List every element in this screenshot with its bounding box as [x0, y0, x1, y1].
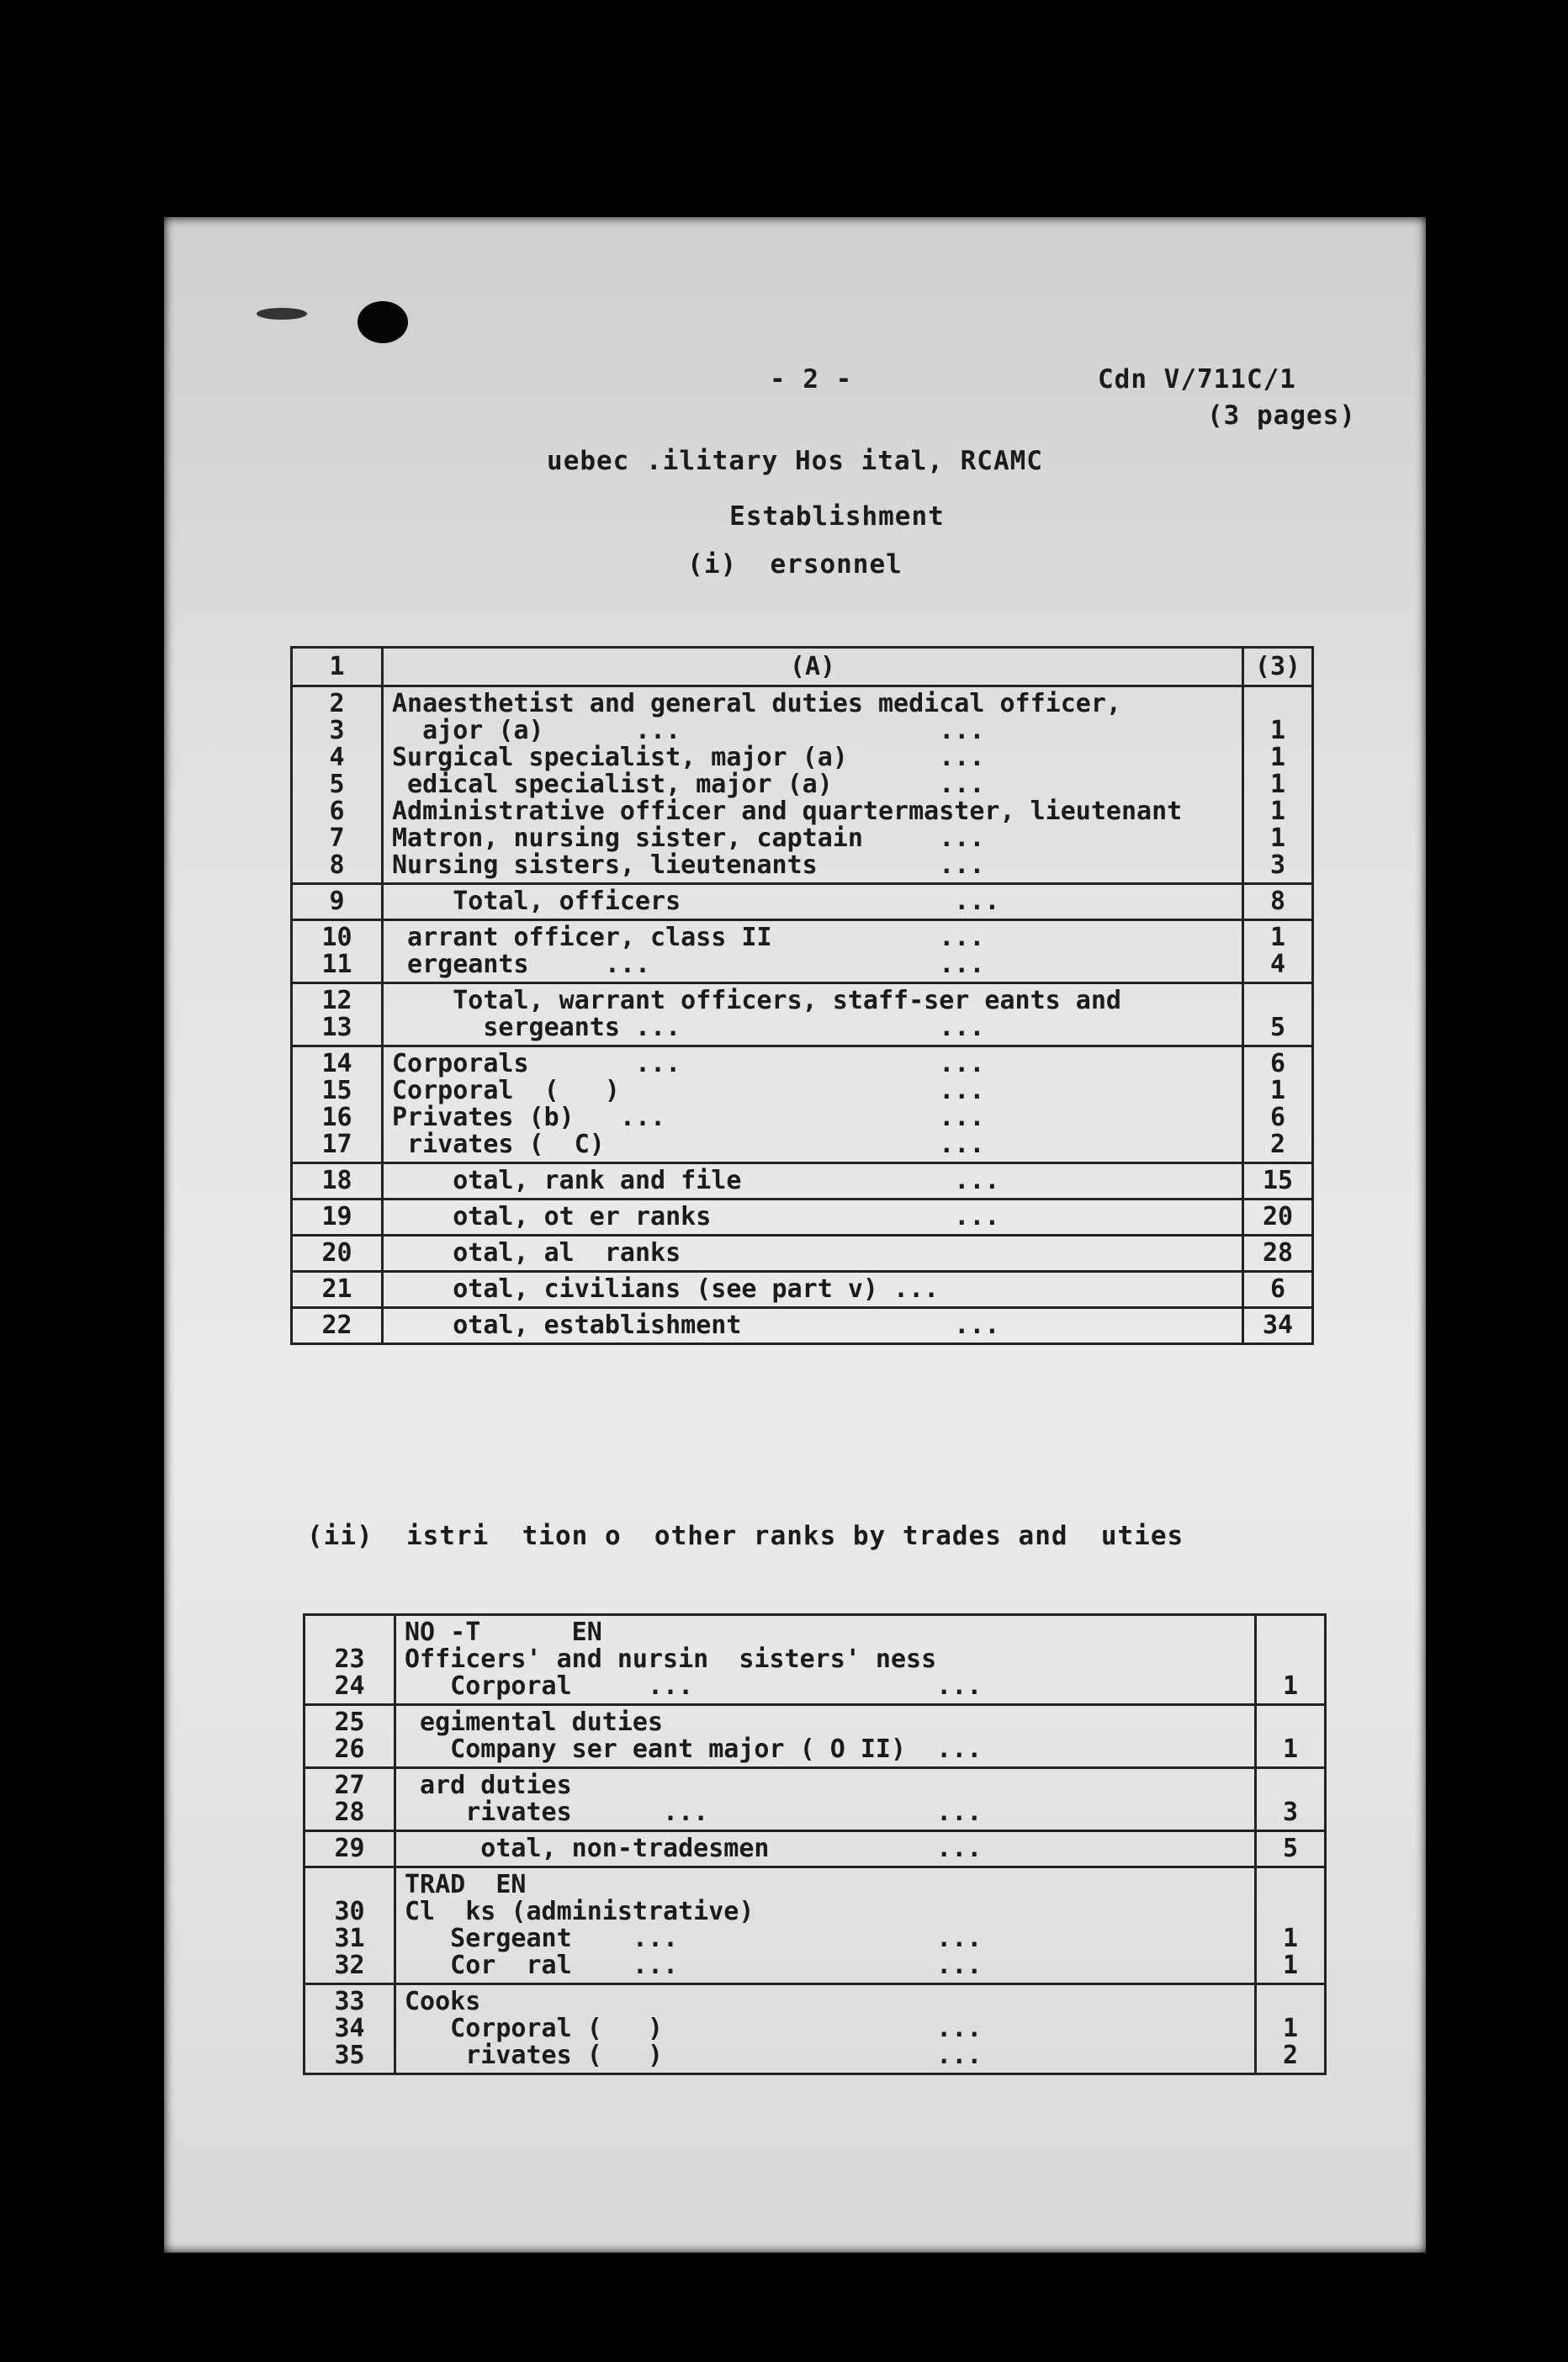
- line-number: 16: [321, 1103, 352, 1132]
- line-number: 26: [334, 1734, 365, 1764]
- line-number: 27: [334, 1771, 365, 1800]
- line-text: edical specialist, major (a) ...: [392, 770, 985, 799]
- row-numbers: [305, 1867, 395, 1984]
- row-values: [1243, 920, 1313, 983]
- line-text: Corporals ... ...: [392, 1049, 985, 1078]
- line-number: 33: [334, 1987, 365, 2016]
- row-description: [395, 1768, 1256, 1831]
- table-row: [292, 1200, 1313, 1236]
- line-text: otal, ot er ranks ...: [392, 1202, 1000, 1231]
- line-number: 25: [334, 1708, 365, 1737]
- line-text: rivates ... ...: [405, 1798, 983, 1827]
- line-number: 22: [321, 1311, 352, 1340]
- row-numbers: [292, 686, 383, 884]
- line-text: Matron, nursing sister, captain ...: [392, 824, 985, 853]
- row-values: [1243, 884, 1313, 920]
- row-numbers: [292, 1272, 383, 1308]
- row-values: [1243, 1200, 1313, 1236]
- line-number: [314, 1872, 385, 1899]
- line-value: [1265, 1772, 1316, 1799]
- document-page: [164, 217, 1426, 2253]
- line-number: 21: [321, 1274, 352, 1304]
- line-value: 2: [1269, 1130, 1286, 1159]
- row-numbers: [305, 1768, 395, 1831]
- header-col-b: (3): [1243, 648, 1313, 686]
- personnel-table: [290, 646, 1314, 1345]
- line-text: Corporal ( ) ...: [405, 2014, 983, 2043]
- line-text: Cor ral ... ...: [405, 1951, 983, 1980]
- line-value: 1: [1269, 824, 1286, 853]
- row-values: [1256, 1984, 1326, 2074]
- row-numbers: [292, 1200, 383, 1236]
- line-value: 1: [1269, 797, 1286, 826]
- line-text: Anaesthetist and general duties medical officer,: [392, 689, 1121, 718]
- table-row: [292, 1308, 1313, 1344]
- line-value: 5: [1269, 1013, 1286, 1042]
- line-value: 8: [1269, 887, 1286, 916]
- line-text: Corporal ( ) ...: [392, 1076, 985, 1105]
- line-text: otal, al ranks: [392, 1238, 681, 1268]
- line-number: 4: [329, 743, 345, 772]
- line-text: Total, warrant officers, staff-ser eants and: [392, 986, 1121, 1015]
- line-text: Corporal ... ...: [405, 1671, 983, 1701]
- line-number: 10: [321, 923, 352, 952]
- line-number: 14: [321, 1049, 352, 1078]
- line-number: 30: [334, 1897, 365, 1926]
- row-numbers: [305, 1831, 395, 1867]
- line-value: 1: [1269, 923, 1286, 952]
- line-text: Nursing sisters, lieutenants ...: [392, 850, 985, 880]
- line-value: 1: [1269, 1076, 1286, 1105]
- line-value: 1: [1269, 770, 1286, 799]
- line-text: otal, rank and file ...: [392, 1166, 1000, 1195]
- line-value: 1: [1269, 716, 1286, 745]
- row-values: [1243, 686, 1313, 884]
- line-number: 13: [321, 1013, 352, 1042]
- line-text: ergeants ... ...: [392, 950, 985, 979]
- line-number: 29: [334, 1834, 365, 1863]
- line-value: 15: [1262, 1166, 1294, 1195]
- line-number: 11: [321, 950, 352, 979]
- table-row: [292, 1272, 1313, 1308]
- document-title: uebec .ilitary Hos ital, RCAMC: [547, 446, 1043, 476]
- line-text: Cl ks (administrative): [405, 1897, 755, 1926]
- row-description: [383, 1272, 1243, 1308]
- line-number: 24: [334, 1671, 365, 1701]
- page-number: - 2 -: [770, 364, 853, 395]
- table-row: [305, 1768, 1326, 1831]
- line-text: rivates ( C) ...: [392, 1130, 985, 1159]
- table-row: [292, 1163, 1313, 1200]
- row-description: [383, 1046, 1243, 1163]
- line-number: 34: [334, 2014, 365, 2043]
- row-description: [383, 1236, 1243, 1272]
- line-value: 3: [1282, 1798, 1299, 1827]
- table-row: [292, 983, 1313, 1046]
- line-number: 23: [334, 1644, 365, 1674]
- row-description: [395, 1615, 1256, 1705]
- line-number: 32: [334, 1951, 365, 1980]
- line-text: otal, establishment ...: [392, 1311, 1000, 1340]
- table-row: [292, 686, 1313, 884]
- header-col-1: 1: [292, 648, 383, 686]
- line-text: arrant officer, class II ...: [392, 923, 985, 952]
- table-row: [305, 1705, 1326, 1768]
- reference-number: Cdn V/711C/1: [1098, 364, 1296, 395]
- row-values: [1243, 1163, 1313, 1200]
- row-values: [1243, 1272, 1313, 1308]
- row-values: [1256, 1831, 1326, 1867]
- row-values: [1243, 1236, 1313, 1272]
- line-text: Sergeant ... ...: [405, 1924, 983, 1953]
- line-number: 28: [334, 1798, 365, 1827]
- line-number: 31: [334, 1924, 365, 1953]
- line-text: sergeants ... ...: [392, 1013, 985, 1042]
- table-row: [292, 1236, 1313, 1272]
- row-description: [395, 1984, 1256, 2074]
- line-value: [1265, 1989, 1316, 2015]
- line-number: 2: [329, 689, 345, 718]
- row-values: [1243, 1046, 1313, 1163]
- row-description: [383, 686, 1243, 884]
- row-values: [1243, 1308, 1313, 1344]
- line-text: TRAD EN: [405, 1870, 527, 1899]
- row-numbers: [292, 1308, 383, 1344]
- line-value: 6: [1269, 1274, 1286, 1304]
- line-text: Surgical specialist, major (a) ...: [392, 743, 985, 772]
- line-value: 34: [1262, 1311, 1294, 1340]
- row-values: [1243, 983, 1313, 1046]
- row-description: [383, 983, 1243, 1046]
- row-description: [383, 920, 1243, 983]
- line-text: Officers' and nursin sisters' ness: [405, 1644, 937, 1674]
- row-numbers: [305, 1615, 395, 1705]
- line-text: ajor (a) ... ...: [392, 716, 985, 745]
- line-value: 1: [1269, 743, 1286, 772]
- row-description: [383, 1200, 1243, 1236]
- line-value: 6: [1269, 1103, 1286, 1132]
- line-number: 9: [329, 887, 345, 916]
- line-text: otal, civilians (see part v) ...: [392, 1274, 940, 1304]
- line-value: [1253, 988, 1303, 1014]
- line-text: Total, officers ...: [392, 887, 1000, 916]
- line-value: [1265, 1709, 1316, 1736]
- line-number: 19: [321, 1202, 352, 1231]
- table-row: [305, 1615, 1326, 1705]
- line-number: 18: [321, 1166, 352, 1195]
- row-numbers: [292, 1163, 383, 1200]
- ink-smudge: [257, 308, 307, 320]
- line-value: [1265, 1899, 1316, 1925]
- line-value: 1: [1282, 2014, 1299, 2043]
- row-values: [1256, 1615, 1326, 1705]
- table-row: [292, 920, 1313, 983]
- line-value: 1: [1282, 1734, 1299, 1764]
- line-number: 35: [334, 2041, 365, 2070]
- line-value: 1: [1282, 1671, 1299, 1701]
- line-value: 1: [1282, 1951, 1299, 1980]
- table-header-row: [292, 648, 1313, 686]
- row-values: [1256, 1867, 1326, 1984]
- line-value: 3: [1269, 850, 1286, 880]
- document-subtitle: Establishment: [729, 501, 945, 532]
- line-value: [1265, 1619, 1316, 1646]
- line-number: 15: [321, 1076, 352, 1105]
- table-row: [305, 1984, 1326, 2074]
- line-text: Cooks: [405, 1987, 481, 2016]
- line-number: 17: [321, 1130, 352, 1159]
- line-text: ard duties: [405, 1771, 572, 1800]
- row-numbers: [305, 1984, 395, 2074]
- row-description: [383, 1308, 1243, 1344]
- row-description: [395, 1705, 1256, 1768]
- row-description: [383, 1163, 1243, 1200]
- header-col-a: (A): [383, 648, 1243, 686]
- line-number: 20: [321, 1238, 352, 1268]
- table-row: [292, 1046, 1313, 1163]
- line-text: otal, non-tradesmen ...: [405, 1834, 983, 1863]
- row-numbers: [305, 1705, 395, 1768]
- pages-note: (3 pages): [1207, 400, 1356, 431]
- row-description: [395, 1867, 1256, 1984]
- trades-table: [303, 1613, 1327, 2075]
- line-value: [1265, 1646, 1316, 1673]
- line-number: 8: [329, 850, 345, 880]
- line-value: 4: [1269, 950, 1286, 979]
- line-value: 2: [1282, 2041, 1299, 2070]
- line-text: NO -T EN: [405, 1618, 602, 1647]
- row-values: [1256, 1768, 1326, 1831]
- line-value: 1: [1282, 1924, 1299, 1953]
- line-value: 28: [1262, 1238, 1294, 1268]
- line-number: 6: [329, 797, 345, 826]
- row-values: [1256, 1705, 1326, 1768]
- line-number: 3: [329, 716, 345, 745]
- line-value: [1253, 691, 1303, 718]
- line-number: 7: [329, 824, 345, 853]
- row-description: [395, 1831, 1256, 1867]
- row-numbers: [292, 920, 383, 983]
- line-number: 12: [321, 986, 352, 1015]
- line-text: Company ser eant major ( O II) ...: [405, 1734, 983, 1764]
- row-numbers: [292, 1236, 383, 1272]
- table-row: [305, 1867, 1326, 1984]
- row-numbers: [292, 1046, 383, 1163]
- row-description: [383, 884, 1243, 920]
- line-number: [314, 1619, 385, 1646]
- line-value: [1265, 1872, 1316, 1899]
- row-numbers: [292, 884, 383, 920]
- section-ii-heading: (ii) istri tion o other ranks by trades and uties: [307, 1521, 1184, 1551]
- line-text: Privates (b) ... ...: [392, 1103, 985, 1132]
- line-value: 20: [1262, 1202, 1294, 1231]
- table-row: [305, 1831, 1326, 1867]
- section-i-heading: (i) ersonnel: [687, 549, 903, 580]
- line-value: 5: [1282, 1834, 1299, 1863]
- line-text: egimental duties: [405, 1708, 664, 1737]
- line-number: 5: [329, 770, 345, 799]
- ink-blot: [358, 301, 408, 343]
- row-numbers: [292, 983, 383, 1046]
- line-text: Administrative officer and quartermaster, lieutenant: [392, 797, 1183, 826]
- table-row: [292, 884, 1313, 920]
- line-value: 6: [1269, 1049, 1286, 1078]
- line-text: rivates ( ) ...: [405, 2041, 983, 2070]
